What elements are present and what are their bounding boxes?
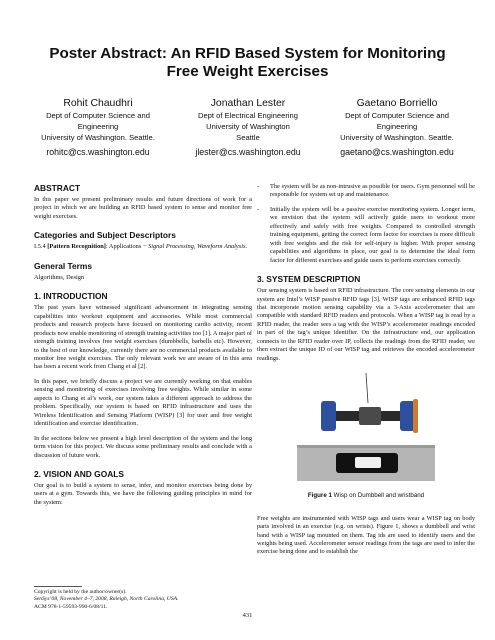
general-terms-heading: General Terms bbox=[34, 260, 93, 271]
antenna-wire bbox=[366, 373, 368, 403]
author-block-1 bbox=[23, 97, 173, 158]
categories-rest: : Applications − bbox=[105, 243, 149, 251]
figure-label: Figure 1 bbox=[307, 492, 332, 500]
wisp-tag-on-wristband bbox=[355, 457, 381, 468]
introduction-heading: 1. INTRODUCTION bbox=[34, 291, 108, 302]
author-affiliation-line: Dept of Computer Science and bbox=[345, 111, 449, 120]
author-email: gaetano@cs.washington.edu bbox=[340, 147, 454, 157]
copyright-line: SenSys’08, November 4–7, 2008, Raleigh, North Carolina, USA. bbox=[34, 596, 179, 603]
author-block-2 bbox=[173, 97, 323, 158]
author-affiliation-line: Dept of Electrical Engineering bbox=[197, 111, 299, 120]
paragraph: In this paper, we briefly discuss a project we are currently working on that enables sensing and monitoring of exercises involving free weights. While similar in some aspects to Chang et al’s work, our system takes a different approach to address the problem. Specifically, our system is based on RFID infrastructure and uses the Wireless Identification and Sensing Platform (WISP) [3] for user and free weight identification and exercise identification. bbox=[34, 377, 252, 428]
paragraph: The past years have witnessed significant advancement in integrating sensing capabilities into workout equipment and accessories. While most commercial products and research projects have focused on monitoring cardio activity, recent products now enable monitoring of strength training activities too [1]. A major part of strength training involves free weight exercises (dumbbells, barbells etc). However, to the best of our knowledge, currently there are no commercial products available to monitor free weight exercises. The only relevant work we are aware of in this area has been a recent work from Chang et al [2]. bbox=[34, 304, 252, 371]
abstract-heading: ABSTRACT bbox=[34, 183, 81, 193]
paragraph: In the sections below we present a high level description of the system and the long term vision for this project. We discuss some preliminary results and conclude with a discussion of future work. bbox=[34, 434, 252, 459]
dumbbell-left-weight bbox=[321, 401, 336, 431]
wisp-tag-on-dumbbell bbox=[359, 407, 381, 425]
bullet-item bbox=[257, 206, 475, 265]
author-name: Rohit Chaudhri bbox=[63, 98, 133, 109]
author-affiliation-line: University of Washington bbox=[206, 122, 290, 131]
bullet-marker: - bbox=[257, 205, 260, 213]
figure-caption-text: Wisp on Dumbbell and wristband bbox=[331, 492, 425, 500]
right-column bbox=[257, 183, 475, 563]
footnote-divider bbox=[34, 586, 82, 587]
bullet-text: Initially the system will be a passive exercise monitoring system. Longer term, we envision that the system will actively guide users to workout more effectively and safely with free weights. Compared to controlled strength training equipment, getting the correct form factor for exercises is more difficult with free weights and the risk for self-injury is higher. With proper sensing capabilities and algorithms in place, our goal is to determine the ideal form factor for different exercises and guide users to perform exercises correctly. bbox=[270, 205, 475, 264]
vision-heading: 2. VISION AND GOALS bbox=[34, 468, 124, 479]
abstract-text: In this paper we present preliminary results and future directions of work for a project in which we are building an RFID based system to sense and monitor free weight exercises. bbox=[34, 196, 252, 220]
author-affiliation-line: Engineering bbox=[77, 122, 119, 131]
author-affiliation-line: Seattle bbox=[236, 133, 260, 142]
copyright-line: ACM 978-1-59593-990-6/08/11. bbox=[34, 603, 108, 610]
dumbbell-end-cap bbox=[413, 399, 418, 433]
paper-title bbox=[0, 45, 495, 81]
categories-code: I.5.4 bbox=[34, 243, 48, 251]
figure-1-photo bbox=[257, 369, 475, 489]
author-affiliation-line: University of Washington. Seattle. bbox=[41, 133, 155, 142]
copyright-block bbox=[34, 586, 252, 611]
author-affiliation-line: Dept of Computer Science and bbox=[46, 111, 150, 120]
copyright-line: Copyright is held by the author/owner(s). bbox=[34, 589, 127, 595]
general-terms-text: Algorithms, Design bbox=[34, 273, 85, 281]
dumbbell-right-weight bbox=[400, 401, 415, 431]
author-name: Jonathan Lester bbox=[210, 98, 286, 109]
categories-heading: Categories and Subject Descriptors bbox=[34, 230, 176, 241]
categories-text bbox=[34, 243, 252, 251]
figure-1-caption bbox=[257, 492, 475, 500]
author-affiliation-line: University of Washington. Seattle. bbox=[340, 133, 454, 142]
author-email: jlester@cs.washington.edu bbox=[195, 147, 301, 157]
paragraph: Free weights are instrumented with WISP tags and users wear a WISP tag on body parts involved in an exercise (e.g. on wrists). Figure 1, shows a dumbbell and wrist band with a WISP tag mounted on them. Tag ids are used to identify users and the weights being used. Accelerometer sensor readings from the tags are used to infer the exercise being done and to establish the bbox=[257, 514, 475, 556]
author-email: rohitc@cs.washington.edu bbox=[46, 147, 150, 157]
categories-italic: Signal Processing, Waveform Analysis. bbox=[148, 243, 248, 251]
title-line-1: Poster Abstract: An RFID Based System for Monitoring bbox=[49, 45, 446, 62]
dumbbell-wristband-illustration bbox=[291, 369, 441, 489]
author-block-3 bbox=[322, 97, 472, 158]
bullet-item bbox=[257, 183, 475, 200]
left-column bbox=[34, 183, 252, 513]
author-affiliation-line: Engineering bbox=[376, 122, 418, 131]
paragraph: Our sensing system is based on RFID infrastructure. The core sensing elements in our system are Intel’s WISP passive RFID tags [3]. WISP tags are enhanced RFID tags that incorporate motion sensing capability via a 3-Axis accelerometer that are compatible with standard RFID readers and protocols. When a WISP tag is read by a RFID reader, the reader sees a tag with the WISP’s accelerometer readings encoded in part of the tag’s unique identifier. On the infrastructure end, our application connects to the RFID reader over IP, collects the readings from the RFID reader, we then extract the unique ID of our WISP tag and retrieves the encoded accelerometer readings. bbox=[257, 287, 475, 362]
author-name: Gaetano Borriello bbox=[356, 98, 438, 109]
categories-bold: [Pattern Recognition] bbox=[47, 243, 106, 251]
title-line-2: Free Weight Exercises bbox=[166, 63, 329, 80]
system-heading: 3. SYSTEM DESCRIPTION bbox=[257, 274, 361, 285]
bullet-text: The system will be as non-intrusive as possible for users. Gym personnel will be responsible for system set up and maintenance. bbox=[270, 183, 475, 199]
page-number: 431 bbox=[242, 612, 253, 619]
bullet-marker: - bbox=[257, 183, 260, 190]
paragraph: Our goal is to build a system to sense, infer, and monitor exercises being done by users at a gym. Towards this, we have the following guiding principles in mind for the system: bbox=[34, 481, 252, 506]
